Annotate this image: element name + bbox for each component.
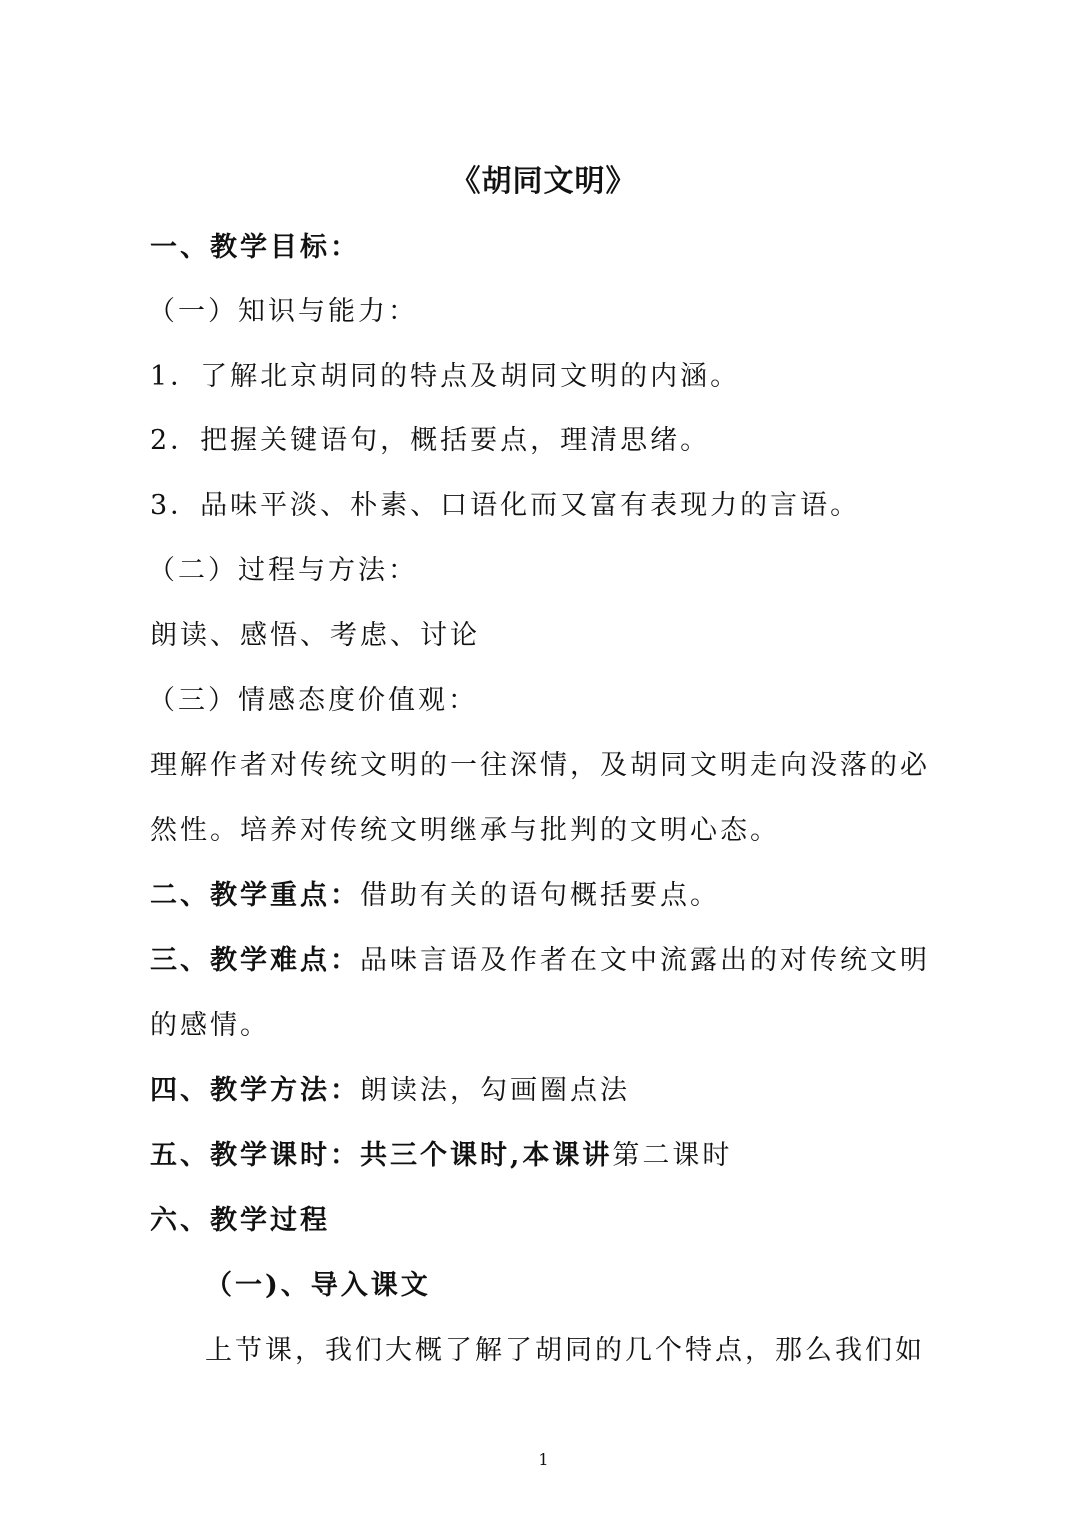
process-method-text: 朗读、感悟、考虑、讨论 <box>150 620 480 651</box>
objective-item-2: 2．把握关键语句，概括要点，理清思绪。 <box>150 425 711 456</box>
section-teaching-methods <box>150 1071 950 1111</box>
class-hours-label: 五、教学课时：共三个课时,本课讲 <box>150 1140 613 1171</box>
difficulties-text-line-2: 的感情。 <box>150 1010 270 1041</box>
page-number: 1 <box>538 1450 549 1469</box>
subsection-process-method: （二）过程与方法： <box>148 555 418 586</box>
section-teaching-objectives-heading: 一、教学目标： <box>150 232 360 263</box>
key-points-text: 借助有关的语句概括要点。 <box>360 880 720 911</box>
teaching-methods-label: 四、教学方法： <box>150 1075 360 1106</box>
emotion-values-line-2: 然性。培养对传统文明继承与批判的文明心态。 <box>150 815 780 846</box>
introduction-paragraph-line-1: 上节课，我们大概了解了胡同的几个特点，那么我们如 <box>205 1335 925 1366</box>
section-difficulties <box>150 941 950 981</box>
difficulties-label: 三、教学难点： <box>150 945 360 976</box>
key-points-label: 二、教学重点： <box>150 880 360 911</box>
subsection-knowledge-ability: （一）知识与能力： <box>148 296 418 327</box>
difficulties-text: 品味言语及作者在文中流露出的对传统文明 <box>360 945 930 976</box>
teaching-methods-text: 朗读法，勾画圈点法 <box>360 1075 630 1106</box>
section-key-points <box>150 876 950 916</box>
objective-item-1: 1．了解北京胡同的特点及胡同文明的内涵。 <box>150 361 741 392</box>
objective-item-3: 3．品味平淡、朴素、口语化而又富有表现力的言语。 <box>150 490 861 521</box>
subsection-introduction: （一)、导入课文 <box>205 1270 431 1301</box>
class-hours-text: 第二课时 <box>612 1140 733 1171</box>
emotion-values-line-1: 理解作者对传统文明的一往深情，及胡同文明走向没落的必 <box>150 750 930 781</box>
document-title: 《胡同文明》 <box>450 164 637 199</box>
subsection-emotion-values: （三）情感态度价值观： <box>148 685 478 716</box>
section-teaching-process-heading: 六、教学过程 <box>150 1205 330 1236</box>
section-class-hours <box>150 1136 950 1176</box>
